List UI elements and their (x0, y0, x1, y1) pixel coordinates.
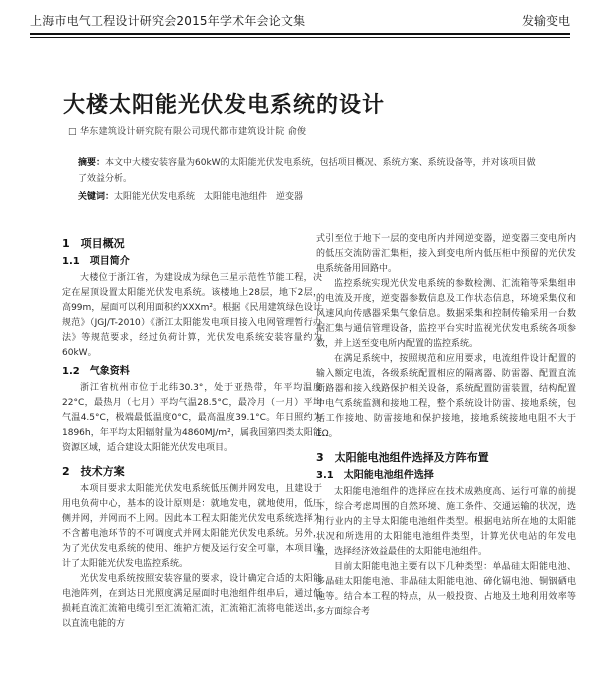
left-column (62, 236, 322, 632)
proceedings-title: 上海市电气工程设计研究会2015年学术年会论文集 (30, 14, 306, 28)
abstract-label: 摘要： (78, 158, 106, 168)
right-column (316, 232, 576, 620)
keywords-text: 太阳能光伏发电系统 太阳能电池组件 逆变器 (114, 192, 304, 202)
keywords (78, 189, 303, 202)
monitoring-paragraph: 监控系统实现光伏发电系统的参数检测、汇流箱等采集组串的电流及开度，逆变器参数信息及工作状态信息，环境采集仪和风速风向传感器采集气象信息。数据采集和控制传输采用一台数据汇集与通信管理设备，监控平台实时监视光伏发电系统各项参数，并上送至变电所内配置的监控系统。 (316, 279, 576, 349)
section-3-heading: 3 太阳能电池组件选择及方阵布置 (316, 451, 489, 464)
section-1-2-text: 浙江省杭州市位于北纬30.3°，处于亚热带，年平均温度22°C，最热月（七月）平均气温28.5°C，最冷月（一月）平均气温4.5°C，极端最低温度0°C，最高温度39.1°C。年日照约为1896h，年平均太阳辐射量为4860MJ/m²，属我国第四类太阳能资源区域，适合建设太阳能光伏发电项目。 (62, 383, 322, 453)
section-1-1-text: 大楼位于浙江省，为建设成为绿色三星示范性节能工程，决定在屋顶设置太阳能光伏发电系统。该楼地上28层，地下2层，高99m，屋面可以利用面积约XXXm²。根据《民用建筑绿色设计规范》（JGJ/T-2010）《浙江太阳能发电项目接入电网管理暂行办法》等规范要求，经过负荷计算，光伏发电系统安装容量约为60kW。 (62, 273, 322, 358)
paper-authors: □ 华东建筑设计研究院有限公司现代都市建筑设计院 俞俊 (68, 127, 307, 137)
section-3-1-paragraph-1: 太阳能电池组件的选择应在技术成熟度高、运行可靠的前提下，综合考虑周围的自然环境、施工条件、交通运输的状况，选用行业内的主导太阳能电池组件类型。根据电站所在地的太阳能状况和所选用的太阳能电池组件类型，计算光伏电站的年发电量，选择经济效益最佳的太阳能电池组件。 (316, 487, 576, 557)
section-2-paragraph-1: 本项目要求太阳能光伏发电系统低压侧并网发电，且建设于用电负荷中心，基本的设计原则是：就地发电，就地使用，低压侧并网，并网而不上网。因此本工程太阳能光伏发电系统选择为不含蓄电池环节的不可调度式并网太阳能光伏发电系统。另外，为了光伏发电系统的使用、维护方便及运行安全可靠，本项目设计了太阳能光伏发电监控系统。 (62, 484, 322, 569)
continued-paragraph: 式引至位于地下一层的变电所内并网逆变器，逆变器三变电所内的低压交流防雷汇集柜，接入到变电所内低压柜中预留的光伏发电系统备用回路中。 (316, 234, 576, 274)
section-2-heading: 2 技术方案 (62, 465, 125, 478)
section-category: 发输变电 (521, 14, 570, 28)
section-2-paragraph-2: 光伏发电系统按照安装容量的要求，设计确定合适的太阳能电池阵列，在到达日光照度满足屋面时电池组件组串后，通过低损耗直流汇流箱电缆引至汇流箱汇流，汇流箱汇流将电能送出，以直流电能的方 (62, 574, 322, 629)
section-1-1-heading: 1.1 项目简介 (62, 256, 130, 267)
paper-title: 大楼太阳能光伏发电系统的设计 (63, 93, 386, 118)
keywords-label: 关键词： (78, 192, 115, 202)
abstract-text: 本文中大楼安装容量为60kW的太阳能光伏发电系统，包括项目概况、系统方案、系统设备等，并对该项目做了效益分析。 (78, 158, 536, 184)
section-3-1-paragraph-2: 目前太阳能电池主要有以下几种类型：单晶硅太阳能电池、多晶硅太阳能电池、非晶硅太阳能电池、碲化镉电池、铜铟硒电池等。结合本工程的特点，从一般投资、占地及土地利用效率等多方面综合考 (316, 562, 576, 617)
protection-paragraph: 在满足系统中，按照规范和应用要求，电流组件设计配置的输入额定电流，各级系统配置相应的隔离器、防雷器、配置直流断路器和接入线路保护相关设备，系统配置防雷装置，结构配置中电气系统监测和接地工程，整个系统设计防雷、接地系统，包括工作接地、防雷接地和保护接地，接地系统接地电阻不大于1Ω。 (316, 354, 576, 439)
header-rule-thin (30, 37, 570, 38)
section-1-heading: 1 项目概况 (62, 237, 125, 250)
section-3-1-heading: 3.1 太阳能电池组件选择 (316, 470, 434, 481)
header-rule-thick (30, 33, 570, 35)
running-header (30, 10, 570, 32)
abstract (78, 155, 538, 187)
section-1-2-heading: 1.2 气象资料 (62, 366, 130, 377)
